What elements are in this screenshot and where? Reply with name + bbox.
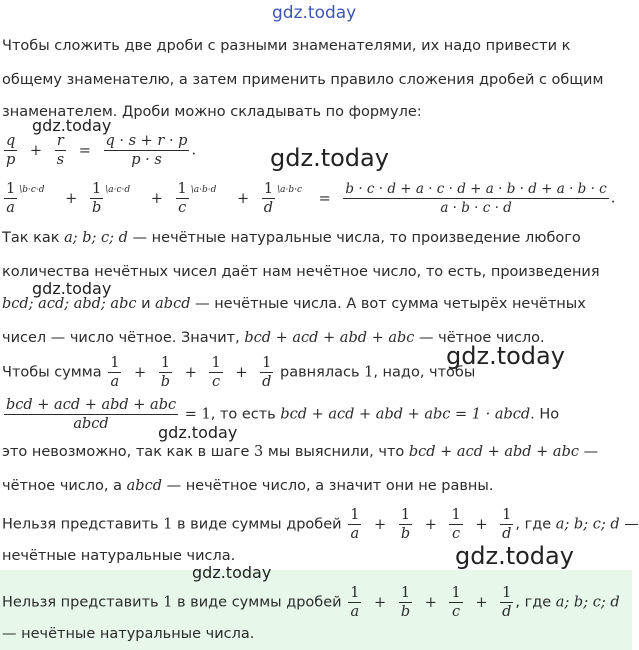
watermark: gdz.today xyxy=(32,116,112,135)
text-line: Чтобы сложить две дроби с разными знаменателями, их надо привести к xyxy=(2,38,571,54)
fraction: $\frac{1}{a}$ xyxy=(350,585,360,620)
fraction: $\frac{1}{c}$ xyxy=(211,355,221,390)
fraction: $\frac{1}{b}$ xyxy=(400,507,411,542)
watermark: gdz.today xyxy=(158,423,238,442)
text-line: количества нечётных чисел даёт нам нечётное число, то есть, произведения xyxy=(2,264,600,280)
fraction: $\frac{1}{c}$ xyxy=(451,507,461,542)
fraction: $\frac{q \cdot s + r \cdot p}{p \cdot s}$ xyxy=(105,133,188,168)
answer-line: — нечётные натуральные числа. xyxy=(2,626,255,642)
text-line: $\frac{\text{bcd + acd + abd + abc}}{\text{abcd}}$ = 1, то есть bcd + acd + abd + abc = 1 · abcd. Но xyxy=(6,397,560,432)
text-line: нечётные натуральные числа. xyxy=(2,548,236,564)
answer-line: Нельзя представить 1 в виде суммы дробей $\frac{1}{a}$ + $\frac{1}{b}$ + $\frac{1}{c}$ + $\frac{1}{d}$ , где a; b; c; d xyxy=(2,585,620,620)
fraction: $\frac{r}{s}$ xyxy=(56,133,65,168)
fraction: $\frac{1}{b}$ xyxy=(91,181,102,216)
watermark-top: gdz.today xyxy=(272,3,357,23)
fraction: $\frac{1}{d}$ xyxy=(262,355,272,390)
watermark: gdz.today xyxy=(32,279,112,298)
watermark: gdz.today xyxy=(192,563,272,582)
text-line: Чтобы сумма $\frac{1}{a}$ + $\frac{1}{b}$ + $\frac{1}{c}$ + $\frac{1}{d}$ равнялась 1, надо, чтобы xyxy=(2,355,476,390)
fraction: $\frac{\text{bcd + acd + abd + abc}}{\text{abcd}}$ xyxy=(6,397,177,432)
text-line: знаменателем. Дроби можно складывать по формуле: xyxy=(2,104,422,120)
fraction: $\frac{1}{c}$ xyxy=(177,181,187,216)
formula-line: $\frac{1}{a}$ $^{\backslash b\cdot c\cdot d}$ + $\frac{1}{b}$ $^{\backslash a\cdot c\cdot d}$ + $\frac{1}{c}$ $^{\backslash a\cdot b\cdot d}$ + $\frac{1}{d}$ $^{\backslash a\cdot b\cdot c}$ = $\frac{b \cdot c \cdot d + a \cdot c \cdot d + a \cdot b \cdot d + a \cdot b \cdot c}{a \cdot b \cdot c \cdot d}$ . xyxy=(6,181,616,216)
text-line: чётное число, а abcd — нечётное число, а значит они не равны. xyxy=(2,478,494,494)
watermark: gdz.today xyxy=(446,342,565,370)
text-line: это невозможно, так как в шаге 3 мы выяснили, что bcd + acd + abd + abc — xyxy=(2,444,599,460)
text-line: общему знаменателю, а затем применить правило сложения дробей с общим xyxy=(2,72,604,88)
fraction: $\frac{1}{c}$ xyxy=(451,585,461,620)
text-line: Так как a; b; c; d — нечётные натуральные числа, то произведение любого xyxy=(2,230,581,246)
fraction: $\frac{1}{a}$ xyxy=(6,181,16,216)
watermark: gdz.today xyxy=(455,542,574,570)
text-line: bcd; acd; abd; abc и abcd — нечётные числа. А вот сумма четырёх нечётных xyxy=(2,296,586,312)
formula-line: $\frac{q}{p}$ + $\frac{r}{s}$ = $\frac{q \cdot s + r \cdot p}{p \cdot s}$ . xyxy=(6,133,197,168)
fraction: $\frac{1}{d}$ xyxy=(263,181,274,216)
fraction: $\frac{1}{b}$ xyxy=(400,585,411,620)
text-line: Нельзя представить 1 в виде суммы дробей $\frac{1}{a}$ + $\frac{1}{b}$ + $\frac{1}{c}$ + $\frac{1}{d}$ , где a; b; c; d — xyxy=(2,507,639,542)
fraction: $\frac{1}{d}$ xyxy=(502,507,512,542)
watermark: gdz.today xyxy=(270,144,389,172)
text-line: чисел — число чётное. Значит, bcd + acd + abd + abc — чётное число. xyxy=(2,330,545,346)
fraction: $\frac{1}{d}$ xyxy=(502,585,512,620)
fraction: $\frac{q}{p}$ xyxy=(6,133,16,168)
fraction: $\frac{1}{a}$ xyxy=(110,355,120,390)
fraction: $\frac{b \cdot c \cdot d + a \cdot c \cdot d + a \cdot b \cdot d + a \cdot b \cdot c}{a \cdot b \cdot c \cdot d}$ xyxy=(345,181,607,216)
fraction: $\frac{1}{a}$ xyxy=(350,507,360,542)
fraction: $\frac{1}{b}$ xyxy=(160,355,171,390)
